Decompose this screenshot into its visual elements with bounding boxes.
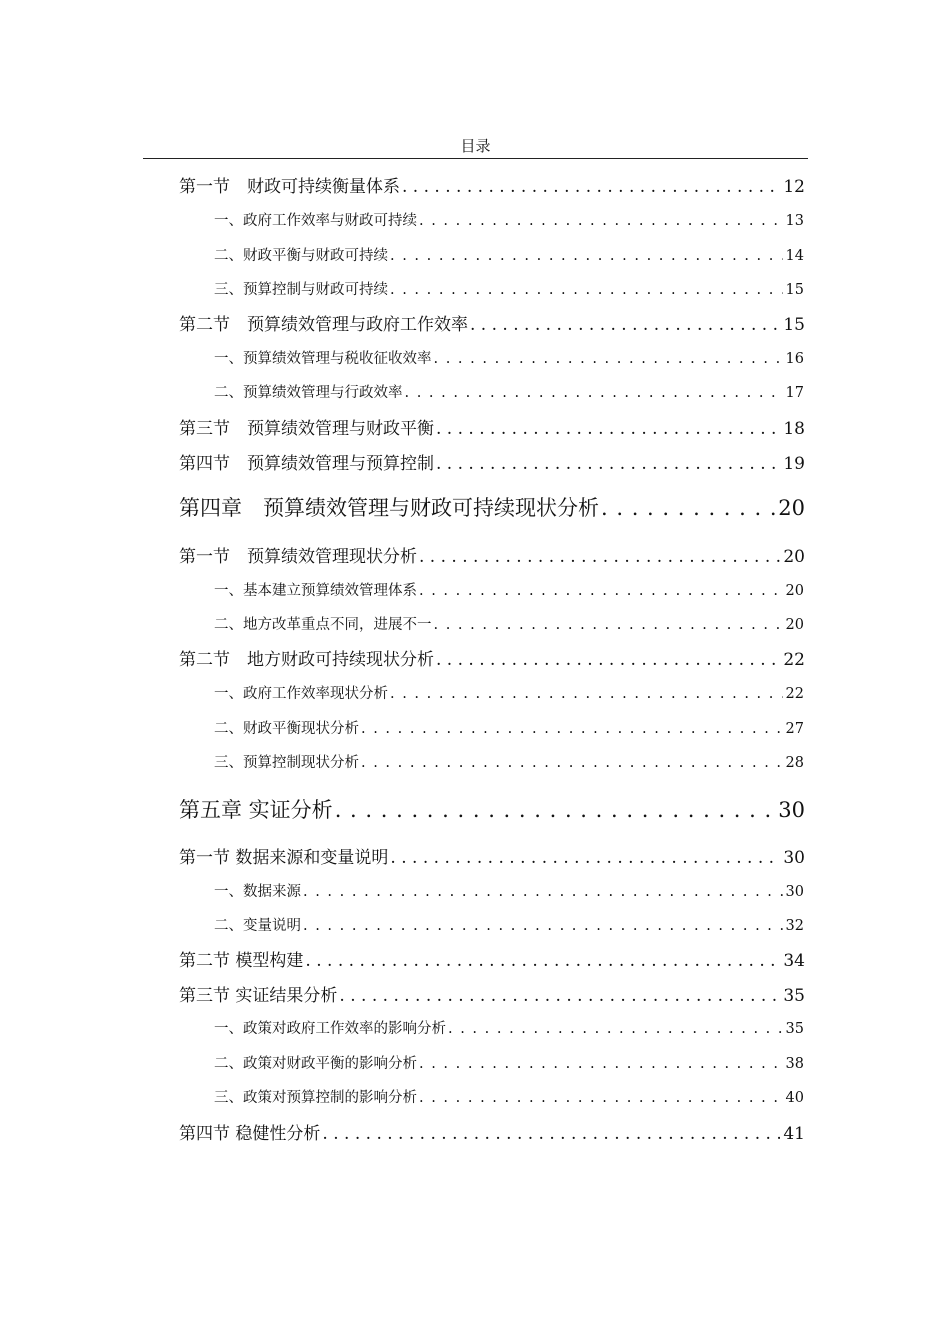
dot-leader [335, 798, 776, 822]
toc-entry-chapter[interactable] [179, 794, 805, 824]
dot-leader [303, 884, 783, 900]
toc-entry-page: 22 [783, 650, 805, 670]
toc-entry-label: 二、预算绩效管理与行政效率 [214, 385, 403, 401]
toc-entry-subsection[interactable] [214, 579, 804, 600]
dot-leader [402, 177, 780, 197]
dot-leader [405, 385, 783, 401]
toc-entry-page: 32 [785, 918, 804, 934]
toc-entry-subsection[interactable] [214, 914, 804, 935]
toc-entry-page: 20 [783, 547, 805, 567]
toc-entry-label: 三、预算控制现状分析 [214, 755, 359, 771]
toc-entry-label: 一、政府工作效率现状分析 [214, 686, 388, 702]
toc-entry-page: 16 [785, 351, 804, 367]
dot-leader [419, 583, 783, 599]
toc-entry-label: 第五章 实证分析 [179, 798, 333, 822]
toc-entry-label: 第四节 预算绩效管理与预算控制 [179, 454, 434, 474]
toc-entry-section[interactable] [179, 1119, 805, 1144]
toc-entry-section[interactable] [179, 946, 805, 971]
toc-entry-page: 15 [785, 282, 804, 298]
toc-entry-label: 第一节 预算绩效管理现状分析 [179, 547, 417, 567]
dot-leader [322, 1124, 780, 1144]
toc-entry-label: 第一节 财政可持续衡量体系 [179, 177, 400, 197]
toc-entry-page: 22 [785, 686, 804, 702]
toc-title: 目录 [460, 137, 491, 155]
toc-entry-subsection[interactable] [214, 880, 804, 901]
dot-leader [419, 547, 780, 567]
dot-leader [434, 617, 783, 633]
dot-leader [390, 686, 783, 702]
toc-entry-page: 12 [783, 177, 805, 197]
dot-leader [303, 918, 783, 934]
toc-entry-page: 34 [783, 951, 805, 971]
toc-entry-label: 三、政策对预算控制的影响分析 [214, 1090, 417, 1106]
toc-entry-page: 13 [785, 213, 804, 229]
dot-leader [436, 650, 780, 670]
toc-entry-page: 14 [785, 248, 804, 264]
toc-entry-subsection[interactable] [214, 1086, 804, 1107]
toc-entry-page: 41 [783, 1124, 805, 1144]
dot-leader [436, 454, 780, 474]
toc-entry-label: 第四节 稳健性分析 [179, 1124, 321, 1144]
toc-entry-label: 一、预算绩效管理与税收征收效率 [214, 351, 432, 367]
toc-entry-section[interactable] [179, 542, 805, 567]
dot-leader [419, 1090, 783, 1106]
dot-leader [434, 351, 783, 367]
toc-entry-subsection[interactable] [214, 347, 804, 368]
toc-entry-subsection[interactable] [214, 278, 804, 299]
dot-leader [305, 951, 780, 971]
toc-entry-subsection[interactable] [214, 1017, 804, 1038]
toc-entry-page: 19 [783, 454, 805, 474]
toc-entry-page: 27 [785, 721, 804, 737]
dot-leader [601, 496, 775, 520]
dot-leader [448, 1021, 783, 1037]
dot-leader [339, 986, 780, 1006]
dot-leader [390, 848, 780, 868]
toc-entry-chapter[interactable] [179, 492, 805, 522]
toc-entry-section[interactable] [179, 981, 805, 1006]
toc-entry-page: 35 [783, 986, 805, 1006]
toc-entry-page: 30 [778, 798, 805, 822]
toc-entry-label: 二、变量说明 [214, 918, 301, 934]
toc-entry-label: 二、政策对财政平衡的影响分析 [214, 1056, 417, 1072]
toc-entry-page: 15 [783, 315, 805, 335]
toc-entry-page: 35 [785, 1021, 804, 1037]
toc-entry-page: 20 [785, 617, 804, 633]
toc-entry-page: 28 [785, 755, 804, 771]
dot-leader [419, 1056, 783, 1072]
toc-entry-subsection[interactable] [214, 209, 804, 230]
toc-entry-page: 40 [785, 1090, 804, 1106]
dot-leader [436, 419, 780, 439]
toc-entry-page: 18 [783, 419, 805, 439]
toc-entry-label: 一、数据来源 [214, 884, 301, 900]
toc-entry-section[interactable] [179, 843, 805, 868]
toc-entry-subsection[interactable] [214, 682, 804, 703]
toc-entry-subsection[interactable] [214, 751, 804, 772]
toc-entry-page: 20 [785, 583, 804, 599]
toc-entry-label: 三、预算控制与财政可持续 [214, 282, 388, 298]
toc-entry-page: 38 [785, 1056, 804, 1072]
toc-entry-section[interactable] [179, 310, 805, 335]
toc-entry-section[interactable] [179, 414, 805, 439]
dot-leader [361, 721, 783, 737]
toc-entry-section[interactable] [179, 172, 805, 197]
toc-entry-label: 第四章 预算绩效管理与财政可持续现状分析 [179, 496, 599, 520]
toc-entry-label: 第三节 预算绩效管理与财政平衡 [179, 419, 434, 439]
dot-leader [419, 213, 783, 229]
toc-entry-section[interactable] [179, 449, 805, 474]
toc-entry-label: 第二节 模型构建 [179, 951, 304, 971]
toc-entry-label: 二、财政平衡现状分析 [214, 721, 359, 737]
dot-leader [390, 282, 783, 298]
toc-entry-label: 第二节 地方财政可持续现状分析 [179, 650, 434, 670]
toc-entry-page: 30 [783, 848, 805, 868]
toc-entry-page: 30 [785, 884, 804, 900]
toc-entry-label: 一、政府工作效率与财政可持续 [214, 213, 417, 229]
toc-entry-subsection[interactable] [214, 381, 804, 402]
dot-leader [361, 755, 783, 771]
toc-entry-label: 二、财政平衡与财政可持续 [214, 248, 388, 264]
toc-entry-label: 第一节 数据来源和变量说明 [179, 848, 389, 868]
dot-leader [470, 315, 780, 335]
toc-entry-label: 一、政策对政府工作效率的影响分析 [214, 1021, 446, 1037]
toc-entry-subsection[interactable] [214, 244, 804, 265]
toc-entry-subsection[interactable] [214, 1052, 804, 1073]
dot-leader [390, 248, 783, 264]
toc-entry-page: 20 [778, 496, 805, 520]
toc-entry-section[interactable] [179, 645, 805, 670]
toc-entry-subsection[interactable] [214, 717, 804, 738]
toc-entry-label: 二、地方改革重点不同，进展不一 [214, 617, 432, 633]
toc-entry-subsection[interactable] [214, 613, 804, 634]
toc-entry-page: 17 [785, 385, 804, 401]
toc-entry-label: 第三节 实证结果分析 [179, 986, 338, 1006]
toc-entry-label: 一、基本建立预算绩效管理体系 [214, 583, 417, 599]
toc-entry-label: 第二节 预算绩效管理与政府工作效率 [179, 315, 468, 335]
